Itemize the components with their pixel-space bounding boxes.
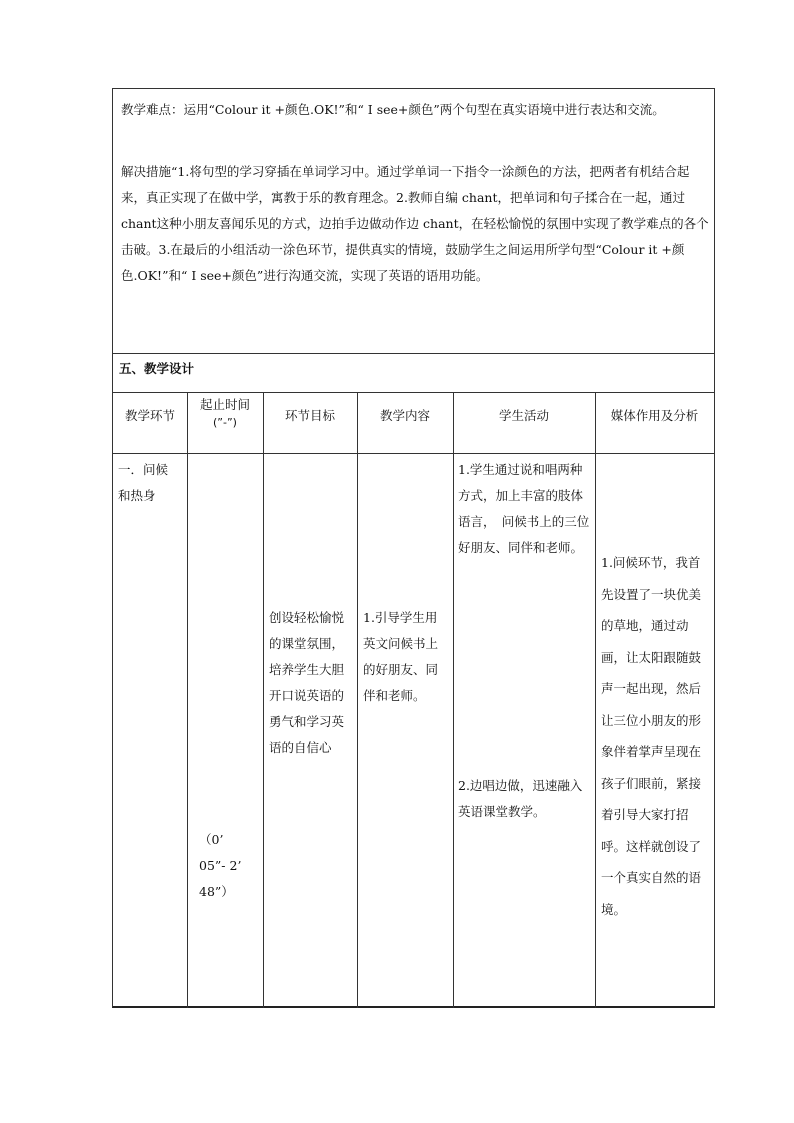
header-goal: 环节目标: [284, 408, 335, 423]
row1-activity-1: 1.学生通过说和唱两种方式，加上丰富的肢体语言， 问候书上的三位好朋友、同伴和老师。: [458, 462, 590, 555]
header-time-line2: (”-”): [213, 416, 237, 429]
section-title: 五、教学设计: [119, 361, 195, 376]
column-divider: [187, 392, 188, 1008]
column-divider: [357, 392, 358, 1008]
difficulty-text: 教学难点：运用“Colour it +颜色.OK!”和“ I see+颜色”两个句型在真实语境中进行表达和交流。: [121, 102, 665, 117]
divider: [113, 353, 714, 354]
header-stage: 教学环节: [124, 408, 175, 423]
header-activity: 学生活动: [498, 408, 549, 423]
row1-time: （0’ 05”- 2’ 48”）: [199, 832, 242, 899]
divider: [113, 392, 714, 393]
column-divider: [595, 392, 596, 1008]
row1-goal: 创设轻松愉悦的课堂氛围，培养学生大胆开口说英语的勇气和学习英语的自信心: [269, 610, 345, 755]
solution-block: [121, 159, 709, 289]
header-time: [187, 396, 263, 432]
solution-text: 解决措施“1.将句型的学习穿插在单词学习中。通过学单词一下指令一涂颜色的方法，把两者有机结合起来，真正实现了在做中学，寓教于乐的教育理念。2.教师自编 chant，把单词和句子揉合在一起，通过 chant这种小朋友喜闻乐见的方式，边拍手边做动作边 chant，在轻松愉悦的氛围中实现了教学难点的各个击破。3.在最后的小组活动一涂色环节，提供真实的情境，鼓励学生之间运用所学句型“Colour it +颜色.OK!”和“ I see+颜色”进行沟通交流，实现了英语的语用功能。: [121, 164, 709, 283]
row1-stage: 一．问候和热身: [118, 462, 169, 503]
column-divider: [453, 392, 454, 1008]
divider: [113, 453, 714, 454]
header-media: 媒体作用及分析: [610, 408, 699, 423]
row1-activity-2: 2.边唱边做，迅速融入英语课堂教学。: [458, 778, 583, 819]
header-content: 教学内容: [379, 408, 430, 423]
lesson-plan-table: [112, 88, 715, 1008]
difficulty-block: [121, 97, 709, 123]
header-time-line1: 起止时间: [199, 397, 250, 412]
column-divider: [263, 392, 264, 1008]
row1-content: 1.引导学生用英文问候书上的好朋友、同伴和老师。: [363, 610, 439, 703]
row1-media: 1.问候环节，我首先设置了一块优美的草地，通过动画，让太阳跟随鼓声一起出现，然后让三位小朋友的形象伴着掌声呈现在孩子们眼前，紧接着引导大家打招呼。这样就创设了一个真实自然的语境。: [601, 555, 702, 917]
